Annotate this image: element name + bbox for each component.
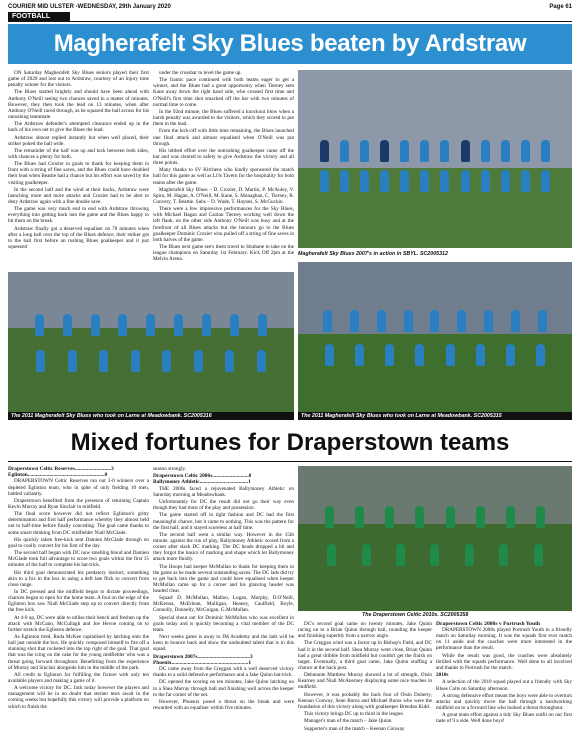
- score-line: Draperstown Celtic 2006s...........................0: [153, 473, 252, 480]
- paragraph: His quickly taken free-kick sent Damien McGlade through on goal to coolly convert for his first of the day.: [8, 536, 149, 549]
- paragraph: His lobbed effort over the outrushing goalkeeper came off the bar and was cleared to safety to give Ardstraw the victory and all three points.: [153, 147, 294, 167]
- story1-headline: Magherafelt Sky Blues beaten by Ardstraw: [8, 24, 572, 64]
- paragraph: THE 2006s faced a rejuvenated Ballymoney Athletic on Saturday morning at Meadowbank.: [153, 485, 294, 498]
- paragraph: Ardstraw finally got a deserved equaliser on 78 minutes when after a long ball over the top of the Blues defence, their striker got to the ball first before an rushing Blues goalkeeper and it just squeezed: [8, 225, 149, 251]
- paragraph: The game started off in tight fashion and DC had the first meaningful chance, but it came to nothing. This was the pattern for the first half, and it stayed scoreless at half time.: [153, 512, 294, 531]
- paragraph: At 4-0 up, DC were able to utilise their bench and freshen up the attack with McCann, McCullagh and Joe Hevne coming on to further stretch the Eglinton defence.: [8, 614, 149, 633]
- paragraph: In the 92nd minute, the Blues suffered a knockout blow when a harsh penalty was awarded to the visitors, which they scored to put them in the lead.: [153, 108, 294, 128]
- section-tag: FOOTBALL: [8, 12, 70, 21]
- paragraph: The second half began with DC now smelling blood and Damien McGlade took full advantage to score two goals within the first 15 minutes of the half to complete his hat-trick.: [8, 550, 149, 569]
- newspaper-masthead: COURIER MID ULSTER -WEDNESDAY, 29th January 2020: [8, 4, 171, 10]
- paragraph: All credit to Eglinton for fulfilling the fixture with only ten available players and making a game of it.: [8, 671, 149, 684]
- paragraph: The Hoops had keeper McMullan to thank for keeping them in the game as he made several outstanding saves. The DC lads did try to get back into the game and could have equalised when keeper McMullan came up for a corner and his glancing header was headed clear.: [153, 563, 294, 594]
- paragraph: Manager's man of the match – Jake Quinn: [304, 718, 392, 725]
- team-photo-2010s: [298, 466, 572, 611]
- paragraph: As Eglinton tired, Ruda McKee capitalised by latching onto the ball just outside the box. He quickly composed himself to fire off a stunning shot that rocketed into the top right of the goal. That goal that was the icing on the cake for the young midfielder who was a threat going forward throughout. Benefitting from the experience of Murray and Sinclair alongside him in the middle of the park.: [8, 634, 149, 671]
- headline-rule: [8, 461, 572, 462]
- paragraph: The Ardstraw defender's attempted clearance ended up in the back of his own net to give the Blues the lead.: [8, 121, 149, 134]
- paragraph: DC's second goal came on twenty minutes, Jake Quinn racing on to a Brian Quinn through ball, rounding the keeper and finishing superbly from a narrow angle.: [298, 621, 432, 640]
- paragraph: Unfortunately for DC the result did not go their way even though they had most of the play and possession.: [153, 499, 294, 512]
- story2-column-3: [298, 621, 432, 734]
- paragraph: The second half went a similar way. However in the 15th minute, against the run of play, Ballymoney Athletic scored from a corner after slack DC marking. The DC heads dropped a bit and they forgot the basics of marking and shape which let Ballymoney attack more fluidly.: [153, 531, 294, 563]
- paragraph: Next weeks game is away to JM Academy and the lads will be keen to bounce back and show the undoubted talent that is in this squad.: [153, 634, 294, 653]
- paragraph: 2010s: [436, 672, 449, 679]
- paragraph: The game was very much end to end with Ardstraw throwing everything into getting back into the game and the Blues happy to hit them on the break.: [8, 206, 149, 225]
- paragraph: DRAPERSTOWN Celtic Reserves ran out 3-0 winners over a depleted Eglinton team, who in spite of only fielding 10 men, battled valiantly.: [8, 478, 149, 497]
- paragraph: However, it was probably the back four of Oisin Doherty, Keenan Conway, Sean Burns and Michael Burns who were the foundation of this victory along with goalkeeper Brendan Kidd.: [298, 691, 432, 710]
- photo-caption: Magherafelt Sky Blues 2007's in action in SBYL. SC2005312: [298, 251, 448, 257]
- story2-headline: Mixed fortunes for Draperstown teams: [70, 429, 510, 456]
- score-line: Phoenix.........................................................1: [153, 659, 252, 666]
- story2-column-4: [436, 621, 572, 734]
- paragraph: The final score however did not reflect Eglinton's gritty determination and first half performance whereby they almost held out to half-time before finally conceding. The goal came thanks to some smart thinking from DC midfielder Niall McGlade.: [8, 511, 149, 536]
- paragraph: In DC pressed and the midfield began to dictate proceedings, chances began to open for the home team. A foul on the edge of the Eglinton box saw Niall McGlade step up to convert directly from the free kick.: [8, 589, 149, 614]
- team-photo-2007s: [298, 70, 572, 248]
- paragraph: His third goal demonstrated his predatory instinct, something akin to a fox in the box in using a deft late flick to convert from close range.: [8, 569, 149, 588]
- paragraph: A selection of the 2010 squad played out a friendly with Sky Blues Colts on Saturday afternoon.: [436, 679, 572, 692]
- team-photo-2011-left: [8, 272, 294, 412]
- paragraph: Magherafelt Sky Blues – D. Crozier, D. Martin, P. McAuley, V. Spiru, M. Hagan, A. O'Neill, M. Kane, S. Monaghan, C. Tierney, R. Convery, T. Beattie. Subs – D. Wade, T. Haynes, S. McGuckin.: [153, 186, 294, 205]
- paragraph: Special shout out for Dominic McMullan who was excellent in goals today and is quickly becoming a vital member of the DC team.: [153, 614, 294, 633]
- header-rule: [8, 21, 572, 22]
- paragraph: under the crossbar to level the game up.: [159, 70, 242, 76]
- story2-column-2: [153, 466, 294, 734]
- paragraph: Squad: D. McMullan, Mallon, Logan, Murphy, D.O'Neill, McKenna, McErlean, Mulligan, Heaney, Caulfield, Boyle, Connolly, Donnelly, McGuigan, G.McMullan.: [153, 595, 294, 614]
- photo-caption: The 2011 Magherafelt Sky Blues who took on Larne at Meadowbank. SC2005315: [298, 412, 572, 420]
- paragraph: DC came away from the Creggan with a well deserved victory thanks to a solid defensive performance and a Jake Quinn hat-trick.: [153, 666, 294, 679]
- score-line: Draperstown Celtic Reserves...........................3: [8, 466, 114, 472]
- paragraph: The Blues next game see's them travel to Strabane to take on the league champions on Saturday 1st February. Kick Off 2pm at the Melvin Arena.: [153, 244, 294, 263]
- paragraph: The Creggan wind was a factor up in Bishop's Field, and DC had it in the second half. Shea Murray went close, Brian Quinn had a great dribble from midfield but couldn't get the finish on target. Eventually, a third goal came, Jake Quinn stuffing a chance at the back post.: [298, 640, 432, 671]
- score-line: Eglinton.........................................................0: [8, 472, 108, 479]
- page-number: Page 61: [549, 4, 572, 10]
- paragraph: In the second half and the wind at their backs, Ardstraw were launching more and more attacks and Crozier had to be alert to deny Ardstraw again with a fine double save.: [8, 186, 149, 205]
- photo-caption: The 2011 Magherafelt Sky Blues who took on Larne at Meadowbank. SC2005316: [8, 412, 294, 420]
- paragraph: From the kick-off with little time remaining, the Blues launched one final attack and almost equalised when O'Neill was put through.: [153, 128, 294, 147]
- paragraph: Supporter's man of the match – Keenan Conway: [304, 725, 405, 732]
- paragraph: Many thanks to SV Kitchens who kindly sponsored the match ball for this game as well as Li'ls Tavern for the hospitality for both teams after the game.: [153, 167, 294, 186]
- paragraph: season strongly.: [153, 466, 187, 472]
- team-photo-2011-right: [298, 262, 572, 412]
- paragraph: The Blues had Crozier in goals to thank for keeping them in front with a string of fine saves, and the Blues could have doubled their lead when Beattie had a chance but his effort was saved by the visiting goalkeeper.: [8, 161, 149, 186]
- story2-column-1: [8, 466, 149, 734]
- paragraph: DRAPERSTOWN 2008s played Portrush Youth in a friendly match on Saturday morning. It was the squads first ever match on 11 aside and the coaches were more interested in the performance than the result.: [436, 627, 572, 652]
- subheading: Draperstown Celtic 2008s v Portrush Youth: [436, 621, 541, 627]
- score-line: Draperstown 2007s.......................................3: [153, 653, 253, 660]
- paragraph: While the result was good, the coaches were absolutely thrilled with the squads performance. Well done to all involved and thanks to Portrush for the match.: [436, 652, 572, 671]
- paragraph: The frantic pace continued with both teams eager to get a winner, and the Blues had a great opportunity when Tierney sent Kane away down the right hand side, who crossed first time and O'Neill's first time shot smacked off the bar with two minutes of normal time to come.: [153, 77, 294, 108]
- score-line: Ballymoney Athletic....................................1: [153, 479, 251, 486]
- paragraph: The remainder of the half was up and tuck between both sides, with chances a plenty for both.: [8, 147, 149, 160]
- paragraph: The Blues started brightly and should have been ahead with Anthony O'Neill seeing two chances saved in a matter of minutes. However, they then took the lead on 13 minutes, when after Anthony O'Neill raced through, as he squared the ball across for his onrushing teammate.: [8, 89, 149, 120]
- paragraph: A strong defensive effort meant the boys were able to overturn attacks and quickly move the ball through a hardworking midfield on to a forward line who looked a threat throughout.: [436, 692, 572, 711]
- paragraph: However, Phoenix posed a threat on the break and were rewarded with an equaliser within five minutes.: [153, 698, 294, 711]
- paragraph: There were a few impressive performances for the Sky Blues, with Michael Hagan and Caolan Tierney working well down the left flank, on the other side Anthony O'Neill was busy and at the forefront of all Blues attacks but the honours go to the Blues goalkeeper Dominic Crozier who pulled off a string of fine saves in both halves of the game.: [153, 206, 294, 243]
- paragraph: This victory brings DC up to third in the league.: [304, 711, 404, 718]
- paragraph: Draperstown benefited from the presence of returning Captain Kevin Murray and Ryan Sinclair in midfield.: [8, 497, 149, 510]
- photo-caption: The Draperstown Celtic 2010s. SC2005358: [362, 612, 469, 618]
- paragraph: A great team effort against a tidy Sky Blues outfit on our first taste of 9 a side. Well done boys!: [436, 712, 572, 725]
- paragraph: ON Saturday Magherafelt Sky Blues seniors played their first game of 2020 and lost out to Ardstraw, courtesy of an injury time penalty winner for the visitors.: [8, 70, 149, 89]
- paragraph: A welcome victory for DC. Jack today however the players and management will be in no doubt that sterner tests await in the coming weeks but hopefully this victory will provide a platform on which to finish the: [8, 685, 149, 710]
- paragraph: Debutante Matthew Murray showed a lot of strength, Oisin Kearney and Niall McAnerney displaying some nice touches in midfield.: [298, 672, 432, 691]
- paragraph: Ardstraw almost replied instantly but when well placed, their striker poked the ball wide.: [8, 134, 149, 147]
- paragraph: DC opened the scoring on ten minutes, Jake Quinn latching on to a Shea Murray through ball and finishing well across the keeper to the far corner of the net.: [153, 679, 294, 698]
